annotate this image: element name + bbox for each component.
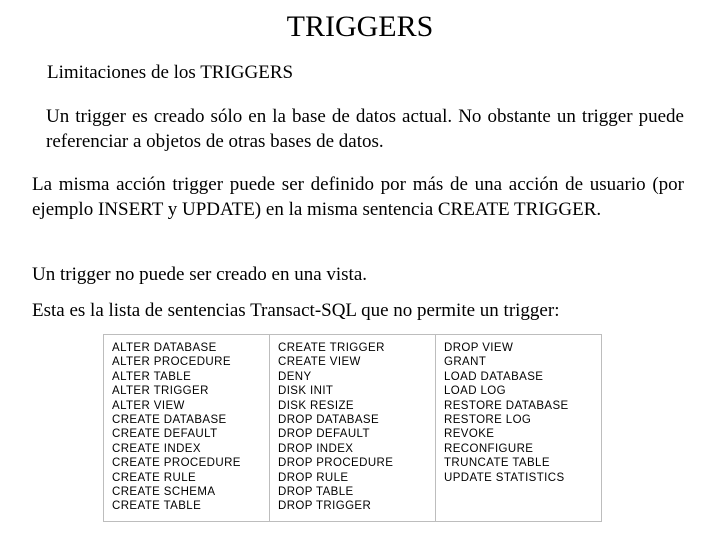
statement-item: GRANT xyxy=(444,356,487,369)
statement-item: DISK RESIZE xyxy=(278,399,354,412)
statement-item: CREATE RULE xyxy=(112,471,197,484)
statement-item: DROP DATABASE xyxy=(278,414,380,427)
statement-item: DROP DEFAULT xyxy=(278,428,370,441)
statement-item: DENY xyxy=(278,370,312,383)
paragraph-no-view: Un trigger no puede ser creado en una vista. xyxy=(32,264,368,285)
statements-column-2 xyxy=(269,335,435,521)
statement-item: ALTER TRIGGER xyxy=(112,385,209,398)
statement-item: ALTER TABLE xyxy=(112,370,192,383)
statement-item: CREATE VIEW xyxy=(278,356,361,369)
statement-item: ALTER VIEW xyxy=(112,399,185,412)
statement-item: RESTORE DATABASE xyxy=(444,399,569,412)
page-title: TRIGGERS xyxy=(286,10,434,43)
statement-item: CREATE DATABASE xyxy=(112,414,227,427)
statement-item: DROP RULE xyxy=(278,471,349,484)
statement-item: CREATE PROCEDURE xyxy=(112,457,241,470)
section-subtitle: Limitaciones de los TRIGGERS xyxy=(47,62,294,83)
statement-item: DISK INIT xyxy=(278,385,334,398)
statement-item: DROP TABLE xyxy=(278,486,354,499)
statement-item: DROP PROCEDURE xyxy=(278,457,394,470)
statement-item: ALTER PROCEDURE xyxy=(112,356,231,369)
paragraph-statement-list-intro: Esta es la lista de sentencias Transact-SQL que no permite un trigger: xyxy=(32,300,560,321)
statement-item: LOAD DATABASE xyxy=(444,370,544,383)
statement-item: TRUNCATE TABLE xyxy=(444,457,550,470)
disallowed-statements-table xyxy=(103,334,602,522)
statement-item: DROP INDEX xyxy=(278,442,354,455)
statement-item: RECONFIGURE xyxy=(444,442,534,455)
statement-item: RESTORE LOG xyxy=(444,414,532,427)
statement-item: CREATE TABLE xyxy=(112,500,202,513)
statement-item: DROP VIEW xyxy=(444,342,514,354)
statement-item: CREATE DEFAULT xyxy=(112,428,218,441)
statement-item: UPDATE STATISTICS xyxy=(444,471,565,484)
statement-item: CREATE TRIGGER xyxy=(278,342,385,354)
paragraph-multiple-actions: La misma acción trigger puede ser definido por más de una acción de usuario (por ejemplo INSERT y UPDATE) en la misma sentencia CREATE TRIGGER. xyxy=(32,174,684,220)
statement-item: LOAD LOG xyxy=(444,385,506,398)
statement-item: CREATE INDEX xyxy=(112,442,201,455)
statements-column-3 xyxy=(435,335,601,521)
statement-item: DROP TRIGGER xyxy=(278,500,372,513)
statement-item: REVOKE xyxy=(444,428,495,441)
statement-item: CREATE SCHEMA xyxy=(112,486,216,499)
statements-column-1 xyxy=(104,335,269,521)
paragraph-database-scope: Un trigger es creado sólo en la base de datos actual. No obstante un trigger puede referenciar a objetos de otras bases de datos. xyxy=(46,106,684,152)
statement-item: ALTER DATABASE xyxy=(112,342,217,354)
